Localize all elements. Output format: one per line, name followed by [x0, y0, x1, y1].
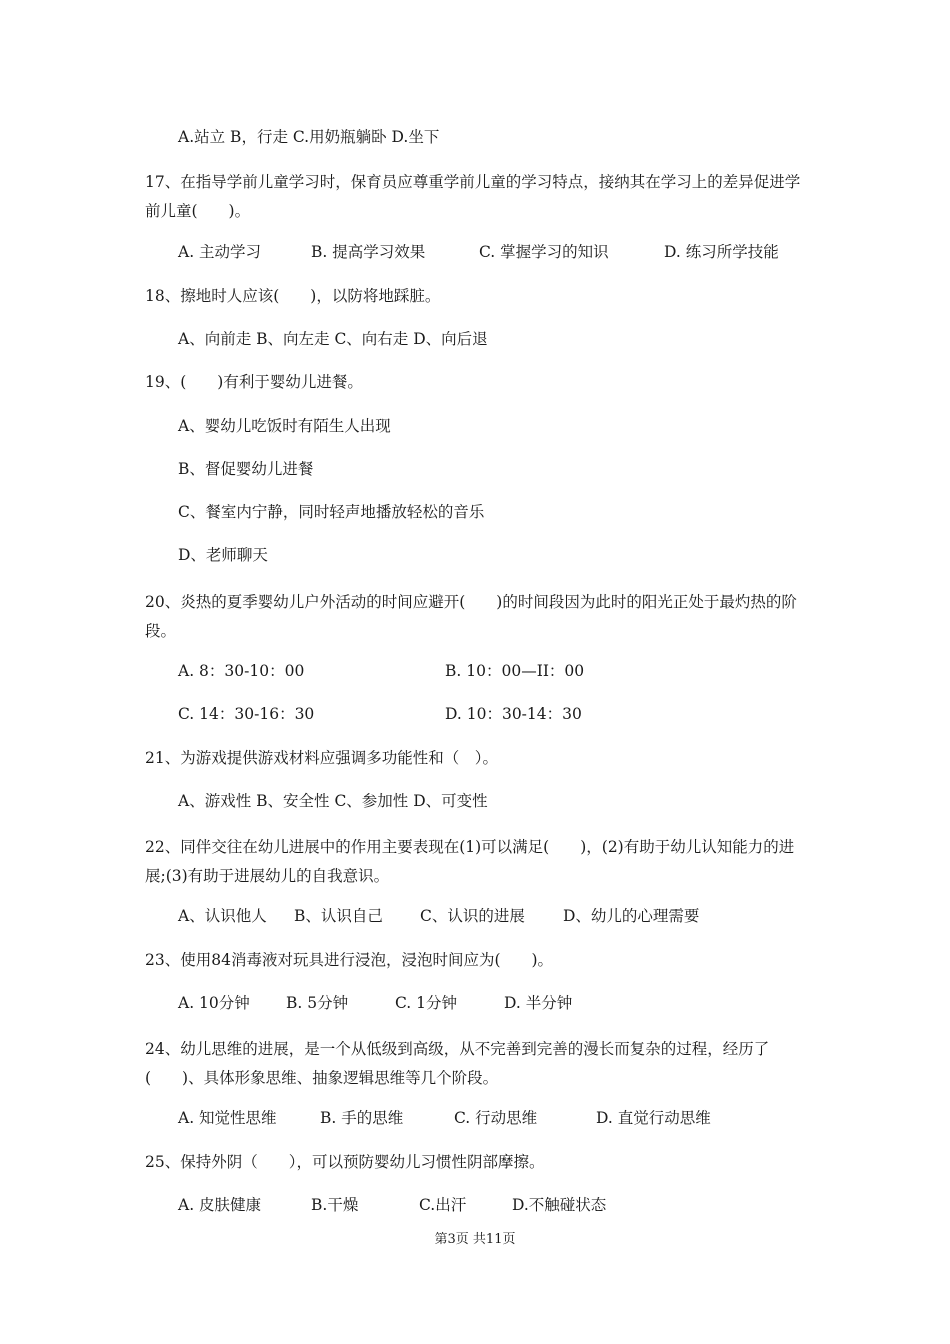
- q23-option-c: C. 1分钟: [395, 994, 458, 1012]
- q25-option-d: D.不触碰状态: [512, 1196, 607, 1214]
- q25-option-b: B.干燥: [311, 1196, 359, 1214]
- q22-option-c: C、认识的进展: [420, 907, 525, 925]
- q18-options: A、向前走 B、向左走 C、向右走 D、向后退: [178, 330, 488, 348]
- q22-stem: 22、同伴交往在幼儿进展中的作用主要表现在(1)可以满足( )，(2)有助于幼儿认知能力的进展;(3)有助于进展幼儿的自我意识。: [145, 838, 795, 885]
- q24-stem: 24、幼儿思维的进展，是一个从低级到高级，从不完善到完善的漫长而复杂的过程，经历了( )、具体形象思维、抽象逻辑思维等几个阶段。: [145, 1040, 770, 1087]
- q23-stem: 23、使用84消毒液对玩具进行浸泡，浸泡时间应为( )。: [145, 951, 554, 969]
- q21-stem: 21、为游戏提供游戏材料应强调多功能性和（ ）。: [145, 749, 498, 767]
- q24-option-c: C. 行动思维: [454, 1109, 538, 1127]
- q23-options: [178, 993, 572, 1013]
- q23-option-b: B. 5分钟: [286, 994, 349, 1012]
- q17-option-b: B. 提高学习效果: [311, 243, 426, 261]
- q22-option-a: A、认识他人: [178, 907, 267, 925]
- q17-options: [178, 242, 779, 262]
- q20-option-b: B. 10：00—II：00: [445, 662, 585, 680]
- q25-option-a: A. 皮肤健康: [178, 1196, 262, 1214]
- q17-option-c: C. 掌握学习的知识: [479, 243, 609, 261]
- q17-option-a: A. 主动学习: [178, 243, 262, 261]
- q24-option-b: B. 手的思维: [320, 1109, 404, 1127]
- q22-option-b: B、认识自己: [294, 907, 383, 925]
- q25-stem: 25、保持外阴（ ），可以预防婴幼儿习惯性阴部摩擦。: [145, 1153, 545, 1171]
- q20-option-c: C. 14：30-16：30: [178, 705, 315, 723]
- q25-option-c: C.出汗: [419, 1196, 467, 1214]
- q24-option-a: A. 知觉性思维: [178, 1109, 277, 1127]
- q19-option-d: D、老师聊天: [178, 546, 268, 564]
- q17-option-d: D. 练习所学技能: [664, 243, 779, 261]
- q23-option-d: D. 半分钟: [504, 994, 573, 1012]
- q22-options: [178, 906, 699, 926]
- q19-option-a: A、婴幼儿吃饭时有陌生人出现: [178, 417, 391, 435]
- q20-stem: 20、炎热的夏季婴幼儿户外活动的时间应避开( )的时间段因为此时的阳光正处于最灼热的阶段。: [145, 593, 797, 640]
- page-footer: 第3页 共11页: [434, 1232, 516, 1247]
- q19-stem: 19、( )有利于婴幼儿进餐。: [145, 373, 363, 391]
- q21-options: A、游戏性 B、安全性 C、参加性 D、可变性: [178, 792, 488, 810]
- q22-option-d: D、幼儿的心理需要: [563, 907, 700, 925]
- q20-option-d: D. 10：30-14：30: [445, 705, 582, 723]
- q19-option-b: B、督促婴幼儿进餐: [178, 460, 314, 478]
- q20-option-a: A. 8：30-10：00: [178, 662, 305, 680]
- q19-option-c: C、餐室内宁静，同时轻声地播放轻松的音乐: [178, 503, 485, 521]
- q16-options: A.站立 B，行走 C.用奶瓶躺卧 D.坐下: [178, 128, 440, 146]
- q24-option-d: D. 直觉行动思维: [596, 1109, 711, 1127]
- q25-options: [178, 1195, 606, 1215]
- q18-stem: 18、擦地时人应该( )，以防将地踩脏。: [145, 287, 441, 305]
- q24-options: [178, 1108, 711, 1128]
- q23-option-a: A. 10分钟: [178, 994, 250, 1012]
- q17-stem: 17、在指导学前儿童学习时，保育员应尊重学前儿童的学习特点，接纳其在学习上的差异促进学前儿童( )。: [145, 173, 801, 220]
